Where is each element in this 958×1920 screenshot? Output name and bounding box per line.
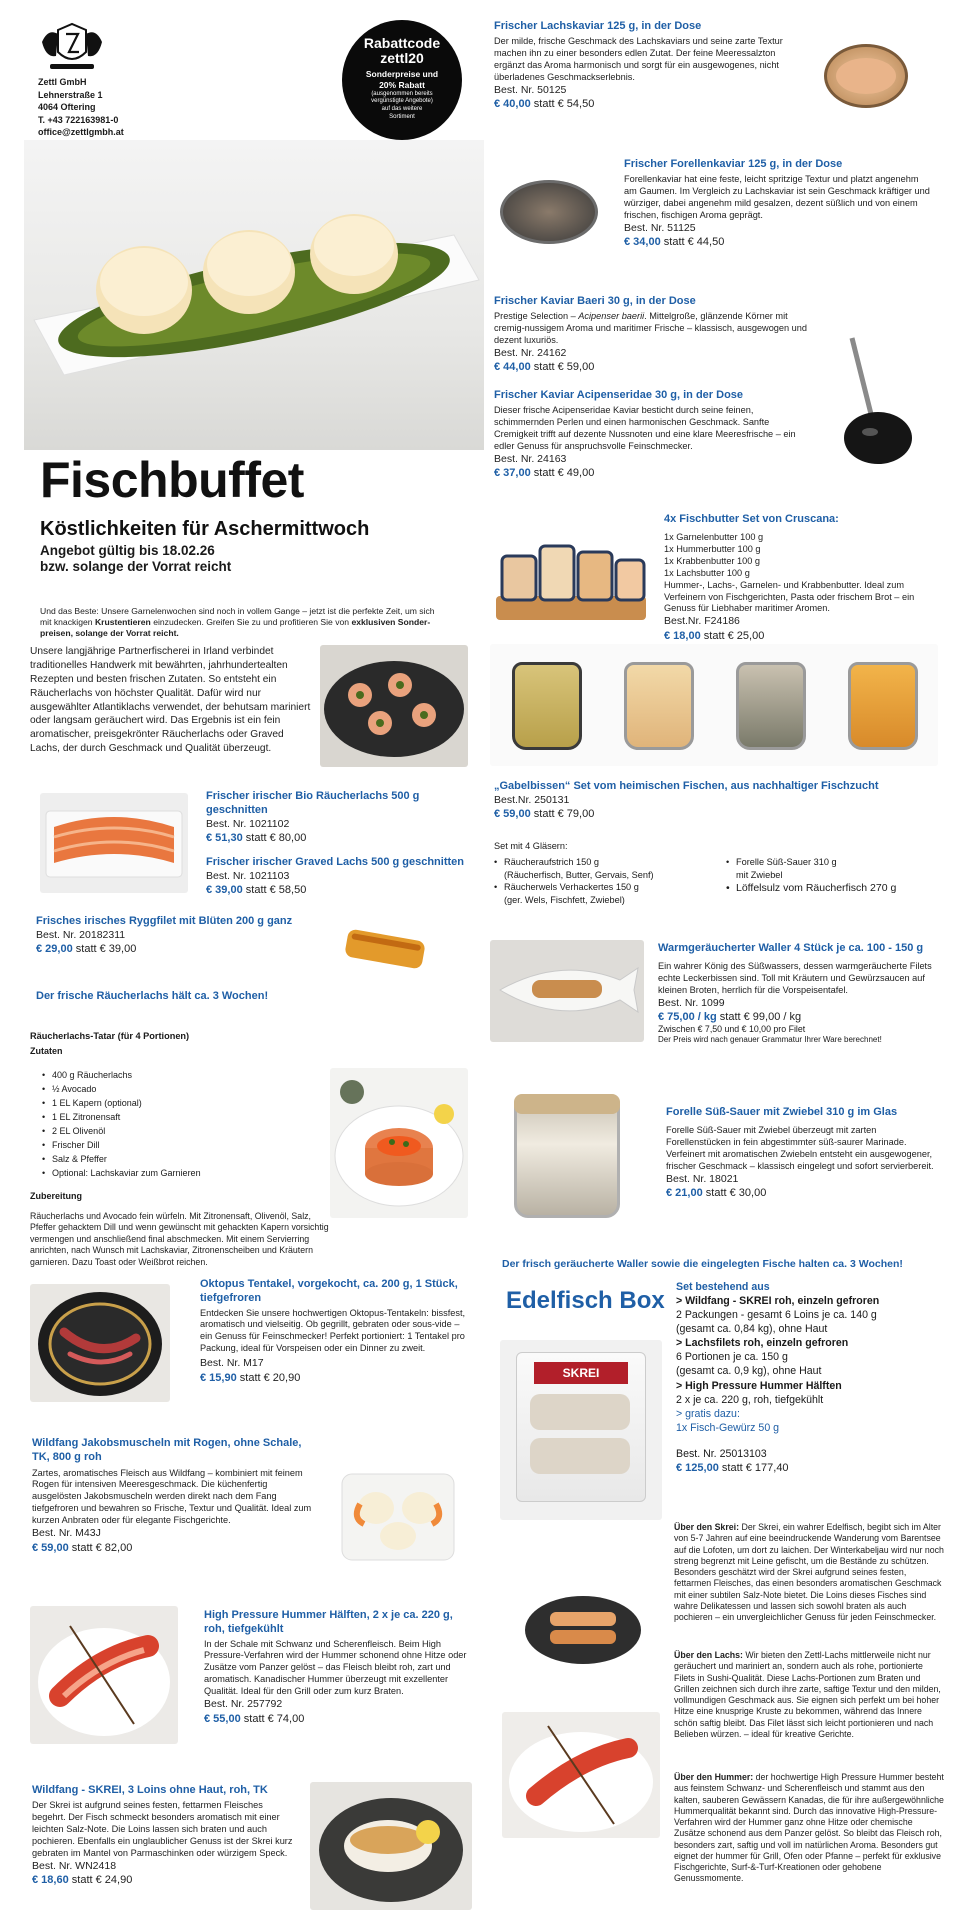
product-price: € 18,60 statt € 24,90 <box>32 1873 133 1886</box>
product-nr: Best. Nr. 257792 <box>204 1698 283 1711</box>
product-acipenser[interactable] <box>494 389 812 480</box>
lobster-image <box>30 1606 178 1744</box>
butter-item: 1x Hummerbutter 100 g <box>664 543 761 554</box>
box-line: (gesamt ca. 0,9 kg), ohne Haut <box>676 1365 822 1378</box>
skrei-package-label: SKREI <box>534 1362 628 1384</box>
set-label: Set mit 4 Gläsern: <box>494 841 568 851</box>
product-edelfisch-box[interactable] <box>676 1280 946 1476</box>
hero-subtitle: Köstlichkeiten für Aschermittwoch <box>40 518 370 540</box>
product-nr: Best. Nr. 24162 <box>494 346 567 359</box>
product-gabelbissen[interactable] <box>494 780 934 821</box>
product-desc: Zartes, aromatisches Fleisch aus Wildfang – kombiniert mit feinem Rogen für intensiven Meeresgeschmack. Die küchenfertig ausgelösten Jakobsmuscheln werden direkt nach dem Fang tiefgefroren und bewahren so Frische, Textur und Qualität. Ideal zum kurzen Anbraten oder für elegante Fischgerichte. <box>32 1467 312 1526</box>
recipe-title: Räucherlachs-Tatar (für 4 Portionen) <box>30 1031 190 1041</box>
ingredient: • ½ Avocado <box>40 1083 330 1097</box>
company-phone[interactable]: T. +43 722163981-0 <box>38 114 119 125</box>
badge-small3: auf das weitere <box>381 105 423 112</box>
product-title: Frischer irischer Graved Lachs 500 g geschnitten <box>206 856 464 868</box>
badge-small4: Sortiment <box>389 113 415 120</box>
product-lobster[interactable] <box>204 1609 470 1726</box>
rygg-image <box>330 915 440 985</box>
product-title: Frischer Forellenkaviar 125 g, in der Dose <box>624 158 843 170</box>
product-title: „Gabelbissen“ Set vom heimischen Fischen, aus nachhaltiger Fischzucht <box>494 780 879 792</box>
recipe-ingredients-label: Zutaten <box>30 1045 63 1056</box>
ingredient: • Salz & Pfeffer <box>40 1153 330 1167</box>
discount-badge <box>342 20 462 140</box>
product-nr: Best. Nr. 24163 <box>494 452 567 465</box>
product-nr: Best. Nr. 50125 <box>494 83 567 96</box>
product-desc: Der milde, frische Geschmack des Lachskaviars und seine zarte Textur machen ihn zu einer besonders edlen Zutat. Der feine Meeressalzton ergänzt das Aroma harmonisch und sorgt für ein ausgewogenes, nicht überladenes Geschmackserlebnis. <box>494 35 783 82</box>
product-price: € 59,00 statt € 79,00 <box>494 808 595 821</box>
intro-text <box>40 606 470 640</box>
product-price: € 40,00 statt € 54,50 <box>494 98 595 110</box>
product-title: Frisches irisches Ryggfilet mit Blüten 200 g ganz <box>36 915 293 927</box>
intro-paragraph: Unsere langjährige Partnerfischerei in Irland verbindet traditionelles Handwerk mit bewährten, jahrhundertealten Rezepten und besten frischen Zutaten. So entsteht ein Räucherlachs von höchster Qualität. Dafür wird nur ausgewählter Atlantiklachs verwendet, der behutsam mariniert oder langsam geräuchert wird. Das Ergebnis ist ein fein aromatischer, preisgekrönter Räucherlachs oder Graved Lachs, der durch Geschmack und Qualität überzeugt. <box>30 646 311 755</box>
box-line: 1x Fisch-Gewürz 50 g <box>676 1421 780 1434</box>
box-line: 2 Packungen - gesamt 6 Loins je ca. 140 g <box>676 1309 877 1322</box>
product-price: € 34,00 statt € 44,50 <box>624 236 725 248</box>
set-item-note: mit Zwiebel <box>736 869 783 880</box>
recipe-prep-label: Zubereitung <box>30 1190 82 1201</box>
product-title: Frischer Lachskaviar 125 g, in der Dose <box>494 20 702 32</box>
gabelbissen-jars-image <box>490 644 938 766</box>
fish-storage-note: Der frisch geräucherte Waller sowie die eingelegten Fische halten ca. 3 Wochen! <box>502 1258 903 1270</box>
badge-small1: (ausgenommen bereits <box>371 90 433 97</box>
product-desc: Hummer-, Lachs-, Garnelen- und Krabbenbutter. Ideal zum Verfeinern von Fischgerichten, Pasta oder frischem Brot – ein Genuss für Liebhaber maritimer Aromen. <box>664 579 915 614</box>
product-lachskaviar[interactable] <box>494 20 796 111</box>
badge-code: zettl20 <box>380 50 424 67</box>
hero-offer <box>40 543 231 575</box>
hero-title: Fischbuffet <box>40 452 304 508</box>
box-line: 6 Portionen je ca. 150 g <box>676 1351 788 1364</box>
product-title: Frischer irischer Bio Räucherlachs 500 g geschnitten <box>206 790 420 816</box>
product-salmon1[interactable] <box>206 790 446 845</box>
badge-title: Rabattcode <box>363 35 441 51</box>
product-desc: Dieser frische Acipenseridae Kaviar besticht durch seine feinen, schimmernden Perlen und einen harmonischen Geschmack. Sanfte Cremigkeit trifft auf dezente Nussnoten und eine klare Meeresfrische – ein edler Genuss für anspruchsvolle Feinschmecker. <box>494 404 796 451</box>
product-title: 4x Fischbutter Set von Cruscana: <box>664 513 839 525</box>
product-price: € 55,00 statt € 74,00 <box>204 1712 305 1725</box>
product-nr: Best. Nr. 1099 <box>658 996 725 1009</box>
hero-scallop-image <box>24 140 484 450</box>
product-forelle[interactable] <box>666 1106 940 1200</box>
box-title: Edelfisch Box <box>506 1287 665 1314</box>
product-nr: Best. Nr. 25013103 <box>676 1447 767 1460</box>
company-email[interactable]: office@zettlgmbh.at <box>38 127 124 138</box>
recipe <box>30 1031 330 1202</box>
offer-line2: bzw. solange der Vorrat reicht <box>40 559 232 575</box>
intro-line3: preisen, solange der Vorrat reicht. <box>40 628 179 639</box>
product-desc: Forelle Süß-Sauer mit Zwiebel überzeugt mit zarten Forellenstücken in fein abgestimmter süß-saurer Marinade. Verfeinert mit aromatischen Zwiebeln entsteht ein ausgewogener, frischer Geschmack – klassisch eingelegt und sofort servierbereit. <box>666 1124 934 1171</box>
box-line: > Lachsfilets roh, einzeln gefroren <box>676 1337 849 1350</box>
waller-note: Der Preis wird nach genauer Grammatur Ihrer Ware berechnet! <box>658 1035 882 1045</box>
product-price: € 39,00 statt € 58,50 <box>206 884 307 897</box>
product-nr: Best. Nr. 18021 <box>666 1172 739 1185</box>
set-item-note: (ger. Wels, Fischfett, Zwiebel) <box>504 894 625 905</box>
offer-line1: Angebot gültig bis 18.02.26 <box>40 543 215 558</box>
badge-small2: vergünstigte Angebote) <box>371 98 433 105</box>
butter-item: 1x Garnelenbutter 100 g <box>664 531 764 542</box>
product-salmon2[interactable] <box>206 856 466 897</box>
box-line: > Wildfang - SKREI roh, einzeln gefroren <box>676 1295 880 1308</box>
product-title: Forelle Süß-Sauer mit Zwiebel 310 g im Glas <box>666 1106 898 1118</box>
product-nr: Best. Nr. 51125 <box>624 221 696 234</box>
ingredient: • 400 g Räucherlachs <box>40 1069 330 1083</box>
company-city: 4064 Oftering <box>38 102 96 113</box>
tartar-image <box>330 1068 468 1218</box>
product-title: Wildfang Jakobsmuscheln mit Rogen, ohne Schale, TK, 800 g roh <box>32 1437 302 1463</box>
set-item: Räucheraufstrich 150 g <box>504 857 599 868</box>
info-text: Wir bieten den Zettl-Lachs mittlerweile nicht nur geräuchert und mariniert an, sondern auch als rohe, portionierte Filets in Sushi-Qualität. Diese Lachs-Portionen zum Braten und Grillen zeichnen sich durch ihre zarte, saftige Textur und den milden, vollmundigen Geschmack aus. Sie eignen sich perfekt um bei hoher Hitze eine knusprige Kruste zu bekommen, während das Innere schön saftig bleibt. Das Filet lässt sich leicht portionieren und nach Belieben würzen. – ideal für kreative Gerichte. <box>674 1650 941 1739</box>
info-label: Über den Lachs: <box>674 1650 743 1660</box>
product-octopus[interactable] <box>200 1278 468 1385</box>
hummer-dish-image <box>502 1712 660 1838</box>
forellenkaviar-image <box>490 158 608 266</box>
butter-item: 1x Lachsbutter 100 g <box>664 567 750 578</box>
intro-line1: Und das Beste: Unsere Garnelenwochen sind noch in vollem Gange – jetzt ist die perfekte Zeit, um sich <box>40 606 435 616</box>
box-line: > gratis dazu: <box>676 1407 740 1420</box>
ingredient: • 2 EL Olivenöl <box>40 1125 330 1139</box>
product-desc: Der Skrei ist aufgrund seines festen, fettarmen Fleisches begehrt. Der Fisch schmeckt besonders aromatisch mit einer leichten Salz-Note. Die Loins lassen sich braten und auch pochieren. Ebenfalls ein unglaublicher Genuss ist der Skrei kurz gebraten im Mantel von Parmaschinken oder würzigem Speck. <box>32 1799 293 1858</box>
skrei-info <box>674 1522 944 1623</box>
product-desc: Entdecken Sie unsere hochwertigen Oktopus-Tentakeln: bissfest, aromatisch und vielseitig. Ob gegrillt, gebraten oder sous-vide – ein Genuss für Feinschmecker! Perfekt portioniert: 1 Tentakel pro Packung, ideal für Vorspeisen oder ein Dinner zu zweit. <box>200 1307 466 1354</box>
box-label: Set bestehend aus <box>676 1281 770 1293</box>
fish-butter-image <box>492 526 650 626</box>
product-price: € 51,30 statt € 80,00 <box>206 831 307 844</box>
product-price: € 37,00 statt € 49,00 <box>494 467 595 479</box>
ingredient: • Frischer Dill <box>40 1139 330 1153</box>
company-name: Zettl GmbH <box>38 77 87 87</box>
product-price: € 15,90 statt € 20,90 <box>200 1371 301 1384</box>
info-text: Der Skrei, ein wahrer Edelfisch, begibt sich im Alter von 5-7 Jahren auf eine beeindruckende Wanderung vom Barentsee auf die Lofoten, um dort zu laichen. Der Winterkabeljau wird nur noch streng begrenzt mit Leine gefischt, um die Bestände zu schützen. Besonders geschätzt wird der Skrei aufgrund seines festen, fettarmen Fleisches, das einen besonders aromatischen Geschmack mit einer subtilen Salz-Note bietet. Die Loins dieses Fisches sind wahre Delikatessen und lassen sich sowohl braten als auch pochieren – ein unvergleichlicher Genuss für jeden Feinschmecker. <box>674 1522 944 1622</box>
intro-line2: mit knackigen Krustentieren einzudecken. Greifen Sie zu und profitieren Sie von exklusiven Sonder- <box>40 617 431 628</box>
caviar-spoon-image <box>818 328 930 474</box>
canape-image <box>320 645 468 767</box>
product-desc: In der Schale mit Schwanz und Scherenfleisch. Beim High Pressure-Verfahren wird der Hummer schonend ohne Hitze oder Zusätze vom Panzer gelöst – das Fleisch bleibt roh, zart und aromatisch. Kanadischer Hummer überzeugt mit exzellenter Qualität. Ideal für den Grill oder zum kurz Braten. <box>204 1638 467 1697</box>
product-desc: Forellenkaviar hat eine feste, leicht spritzige Textur und platzt angenehm am Gaumen. Im Vergleich zu Lachskaviar ist sein Geschmack kräftiger und würziger, dabei angenehm mild gesalzen, dezent süßlich und von einem frischen, fischigen Aroma geprägt. <box>624 173 930 220</box>
product-nr: Best.Nr. F24186 <box>664 615 740 628</box>
hummer-info <box>674 1772 944 1885</box>
waller-extra: Zwischen € 7,50 und € 10,00 pro Filet <box>658 1024 806 1035</box>
product-nr: Best. Nr. 1021103 <box>206 869 290 882</box>
product-forellenkaviar[interactable] <box>624 158 932 249</box>
product-waller[interactable] <box>658 942 938 1046</box>
set-item: Löffelsulz vom Räucherfisch 270 g <box>736 882 897 895</box>
forelle-jar-image <box>490 1082 644 1228</box>
product-price: € 18,00 statt € 25,00 <box>664 629 765 642</box>
product-price: € 125,00 statt € 177,40 <box>676 1461 789 1474</box>
product-price: € 75,00 / kg statt € 99,00 / kg <box>658 1011 802 1024</box>
lachs-info <box>674 1650 944 1740</box>
product-price: € 44,00 statt € 59,00 <box>494 361 595 374</box>
product-scallops[interactable] <box>32 1437 314 1555</box>
product-title: Warmgeräucherter Waller 4 Stück je ca. 100 - 150 g <box>658 942 924 954</box>
product-nr: Best. Nr. WN2418 <box>32 1859 117 1872</box>
gabelbissen-set: Set mit 4 Gläsern: • Räucheraufstrich 150 g (Räucherfisch, Butter, Gervais, Senf) • Räucherwels Verhackertes 150 g (ger. Wels, Fischfett, Zwiebel) • Forelle Süß-Sauer 310 g mit Zwiebel • Löffelsulz vom Räucherfisch 270 g <box>494 840 934 906</box>
recipe-ingredients <box>40 1069 330 1181</box>
product-desc: Prestige Selection – Acipenser baerii. Mittelgroße, glänzende Körner mit cremig-nussigem Aroma und maritimer Frische – klassisch, ausgewogen und dezent luxuriös. <box>494 310 808 345</box>
product-nr: Best. Nr. M43J <box>32 1527 101 1540</box>
recipe-prep: Räucherlachs und Avocado fein würfeln. Mit Zitronensaft, Olivenöl, Salz, Pfeffer gehacktem Dill und wenn gewünscht mit gehackten Kapern vorsichtig vermengen und anschließend final abschmecken. Mit einem Servierring anrichten, nach Wunsch mit Lachskaviar, Zitronenscheiben und Kräutern garnieren. Dazu Toast oder Weißbrot reichen. <box>30 1211 329 1267</box>
skrei-loins-image <box>520 1584 646 1670</box>
scallops-image <box>328 1464 468 1570</box>
box-line: 2 x je ca. 220 g, roh, tiefgekühlt <box>676 1393 824 1406</box>
product-price: € 29,00 statt € 39,00 <box>36 943 137 956</box>
info-label: Über den Skrei: <box>674 1522 740 1532</box>
company-street: Lehnerstraße 1 <box>38 89 103 100</box>
set-item: Forelle Süß-Sauer 310 g <box>736 857 837 868</box>
lachskaviar-image <box>802 18 926 128</box>
ingredient: • Optional: Lachskaviar zum Garnieren <box>40 1167 330 1181</box>
product-nr: Best. Nr. 1021102 <box>206 817 290 830</box>
product-skrei[interactable] <box>32 1784 294 1887</box>
info-label: Über den Hummer: <box>674 1772 754 1782</box>
salmon-storage-note: Der frische Räucherlachs hält ca. 3 Wochen! <box>36 990 269 1002</box>
edelfisch-box-image <box>500 1340 662 1520</box>
badge-line1: Sonderpreise und <box>365 68 439 79</box>
product-title: Frischer Kaviar Baeri 30 g, in der Dose <box>494 295 696 307</box>
product-title: High Pressure Hummer Hälften, 2 x je ca. 220 g, roh, tiefgekühlt <box>204 1609 453 1635</box>
product-butter[interactable] <box>664 513 944 643</box>
product-price: € 59,00 statt € 82,00 <box>32 1541 133 1554</box>
product-title: Oktopus Tentakel, vorgekocht, ca. 200 g, 1 Stück, tiefgefroren <box>200 1278 458 1304</box>
set-item: Räucherwels Verhackertes 150 g <box>504 882 639 893</box>
product-nr: Best. Nr. 20182311 <box>36 928 126 941</box>
box-line: (gesamt ca. 0,84 kg), ohne Haut <box>676 1323 828 1336</box>
waller-image <box>490 940 644 1042</box>
product-title: Wildfang - SKREI, 3 Loins ohne Haut, roh, TK <box>32 1784 268 1796</box>
box-line: > High Pressure Hummer Hälften <box>676 1379 842 1392</box>
info-text: der hochwertige High Pressure Hummer besteht aus feinstem Schwanz- und Scherenfleisch und stammt aus den kalten, sauberen Gewässern Kanadas, die für ihre außergewöhnliche Hummerqualität bekannt sind. Durch das innovative High-Pressure-Verfahren wird der Hummer ganz ohne Hitze oder chemische Zusätze schonend aus dem Panzer gelöst. So bleibt das Fleisch roh, besonders zart, saftig und voll im natürlichen Aroma. Besonders gut eignet der hummer für Grill, Ofen oder Pfanne – perfekt für exklusive Fischgerichte, Surf-&-Turf-Kreationen oder gehobene Genussmomente. <box>674 1772 944 1884</box>
ingredient: • 1 EL Zitronensaft <box>40 1111 330 1125</box>
product-nr: Best. Nr. M17 <box>200 1357 264 1370</box>
company-logo <box>38 22 106 74</box>
skrei-image <box>310 1782 472 1910</box>
product-title: Frischer Kaviar Acipenseridae 30 g, in der Dose <box>494 389 744 401</box>
ingredient: • 1 EL Kapern (optional) <box>40 1097 330 1111</box>
product-desc: Ein wahrer König des Süßwassers, dessen warmgeräucherte Filets echte Leckerbissen sind. Toll mit Kräutern und Gewürzsaucen auf kleinen Broten, herrlich für die Vorspeisentafel. <box>658 960 932 995</box>
product-nr: Best.Nr. 250131 <box>494 793 570 806</box>
product-rygg[interactable] <box>36 915 316 956</box>
badge-line2: 20% Rabatt <box>379 79 425 90</box>
smoked-salmon-image <box>40 793 188 893</box>
octopus-image <box>30 1284 170 1402</box>
product-price: € 21,00 statt € 30,00 <box>666 1187 767 1199</box>
product-baeri[interactable] <box>494 295 812 374</box>
set-item-note: (Räucherfisch, Butter, Gervais, Senf) <box>504 869 654 880</box>
butter-item: 1x Krabbenbutter 100 g <box>664 555 761 566</box>
